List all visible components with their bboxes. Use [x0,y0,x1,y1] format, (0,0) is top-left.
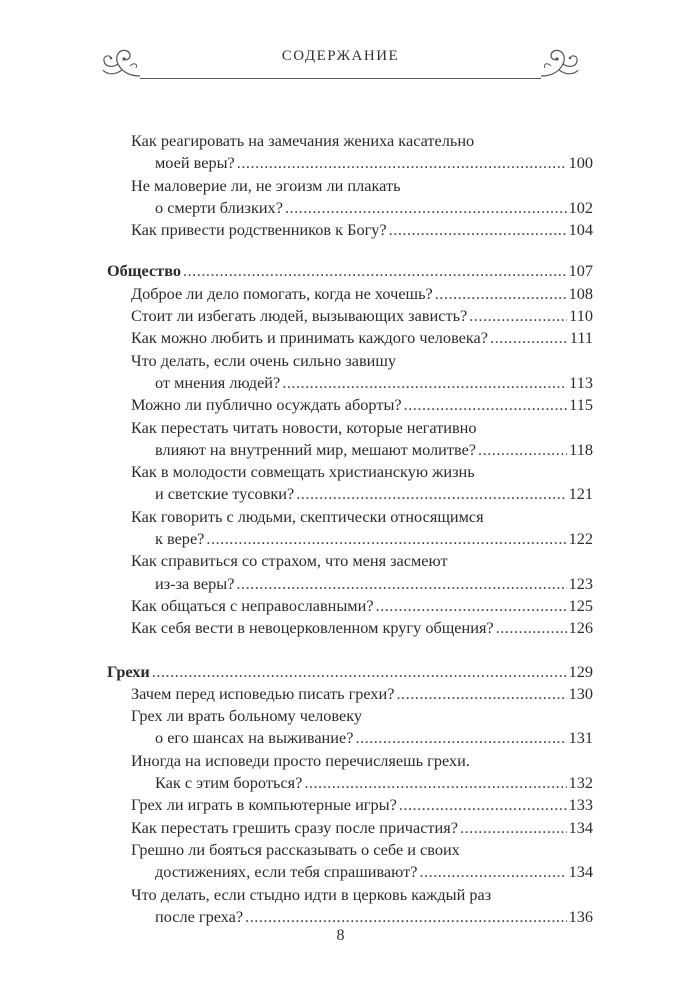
page-number: 108 [568,283,593,303]
page-number: 132 [568,773,593,793]
page-number: 115 [569,395,593,415]
entry-text-line: Как себя вести в невоцерковленном кругу общения? [131,618,494,638]
running-head-title: СОДЕРЖАНИЕ [281,48,400,64]
entry-text-line: Грешно ли бояться рассказывать о себе и своих [131,839,460,859]
page-number: 100 [568,153,593,173]
toc-entry[interactable] [107,506,593,551]
entry-text-line: от мнения людей? [155,372,281,392]
page-number-footer: 8 [336,927,345,944]
page-number: 129 [568,661,593,681]
right-flourish-icon [537,42,581,78]
entry-text-line: Как перестать грешить сразу после причастия? [131,817,458,837]
entry-text-line: Как можно любить и принимать каждого человека? [131,328,489,348]
entry-text-line: Как реагировать на замечания жениха касательно [131,131,475,150]
toc-entry[interactable] [107,839,593,884]
toc-entry[interactable] [107,305,593,327]
dot-leader [355,727,566,749]
dot-leader [399,794,567,816]
toc-entry[interactable] [107,461,593,506]
page-number: 122 [568,529,593,549]
dot-leader [236,573,566,595]
dot-leader [237,152,567,174]
entry-text-line: моей веры? [155,153,235,173]
dot-leader [404,394,568,416]
toc-entry[interactable] [107,327,593,349]
entry-text-line: Можно ли публично осуждать аборты? [131,395,402,415]
toc-entry[interactable] [107,683,593,705]
page-number: 136 [568,906,593,926]
entry-text-line: Как общаться с неправославными? [131,595,374,615]
dot-leader [206,528,566,550]
entry-text-line: Стоит ли избегать людей, вызывающих зависть? [131,306,468,326]
entry-text-line: о смерти близких? [155,197,283,217]
entry-text-line: влияют на внутренний мир, мешают молитве? [155,439,477,459]
toc-entry[interactable] [107,550,593,595]
entry-text-line: о его шансах на выживание? [155,728,354,748]
toc-entry[interactable] [107,175,593,220]
dot-leader [435,283,567,305]
dot-leader [183,260,567,282]
dot-leader [478,439,567,461]
toc-entry[interactable] [107,817,593,839]
section-title: Общество [107,261,182,281]
page-number: 133 [568,795,593,815]
entry-text-line: Как говорить с людьми, скептически относящимся [131,506,484,526]
toc-entry[interactable] [107,219,593,241]
dot-leader [496,617,567,639]
toc-entry[interactable] [107,283,593,305]
entry-text-line: Как перестать читать новости, которые негативно [131,417,477,437]
toc-entry[interactable] [107,350,593,395]
dot-leader [460,817,567,839]
toc-entry[interactable] [107,750,593,795]
toc-entry[interactable] [107,417,593,462]
entry-text-line: после греха? [155,906,244,926]
entry-text-line: Иногда на исповеди просто перечисляешь грехи. [131,750,470,770]
entry-text-line: Как справиться со страхом, что меня засмеют [131,551,448,571]
entry-text-line: из-за веры? [155,573,235,593]
page-number: 104 [568,220,593,240]
section-society[interactable] [107,260,593,282]
entry-text-line: Как в молодости совмещать христианскую жизнь [131,462,475,482]
page-number: 134 [568,862,593,882]
entry-text-line: Как с этим бороться? [155,773,303,793]
page-number: 113 [569,372,593,392]
toc-entry[interactable] [107,130,593,175]
section-sins[interactable] [107,661,593,683]
dot-leader [304,772,566,794]
toc-entry[interactable] [107,394,593,416]
entry-text-line: и светские тусовки? [155,484,295,504]
dot-leader [296,483,566,505]
dot-leader [469,305,567,327]
entry-text-line: Не маловерие ли, не эгоизм ли плакать [131,175,401,195]
page-number: 126 [568,618,593,638]
page-number: 110 [569,306,593,326]
dot-leader [152,661,567,683]
page-number: 121 [568,484,593,504]
dot-leader [282,372,567,394]
entry-text-line: Грех ли врать больному человеку [131,706,363,726]
dot-leader [396,683,566,705]
entry-text-line: Как привести родственников к Богу? [131,220,387,240]
section-title: Грехи [107,661,150,681]
entry-text-line: Грех ли играть в компьютерные игры? [131,795,397,815]
page-number: 123 [568,573,593,593]
page-number: 118 [569,439,593,459]
page-number: 130 [568,683,593,703]
page-number: 131 [568,728,593,748]
toc-entry[interactable] [107,705,593,750]
dot-leader [285,197,567,219]
entry-text-line: Что делать, если стыдно идти в церковь каждый раз [131,884,492,904]
entry-text-line: Доброе ли дело помогать, когда не хочешь? [131,283,433,303]
page-number: 107 [568,261,593,281]
toc-entry[interactable] [107,884,593,929]
dot-leader [245,906,566,928]
dot-leader [490,327,568,349]
entry-text-line: достижениях, если тебя спрашивают? [155,862,418,882]
header-rule [140,78,541,79]
page-number: 125 [568,595,593,615]
table-of-contents [107,130,593,928]
running-head [100,40,581,80]
toc-entry[interactable] [107,595,593,617]
entry-text-line: Что делать, если очень сильно завишу [131,350,397,370]
toc-entry[interactable] [107,794,593,816]
entry-text-line: Зачем перед исповедью писать грехи? [131,683,395,703]
page-number: 134 [568,817,593,837]
dot-leader [419,861,566,883]
entry-text-line: к вере? [155,529,205,549]
dot-leader [376,595,567,617]
dot-leader [389,219,567,241]
page-number: 102 [568,197,593,217]
toc-entry[interactable] [107,617,593,639]
page-number: 111 [569,328,593,348]
